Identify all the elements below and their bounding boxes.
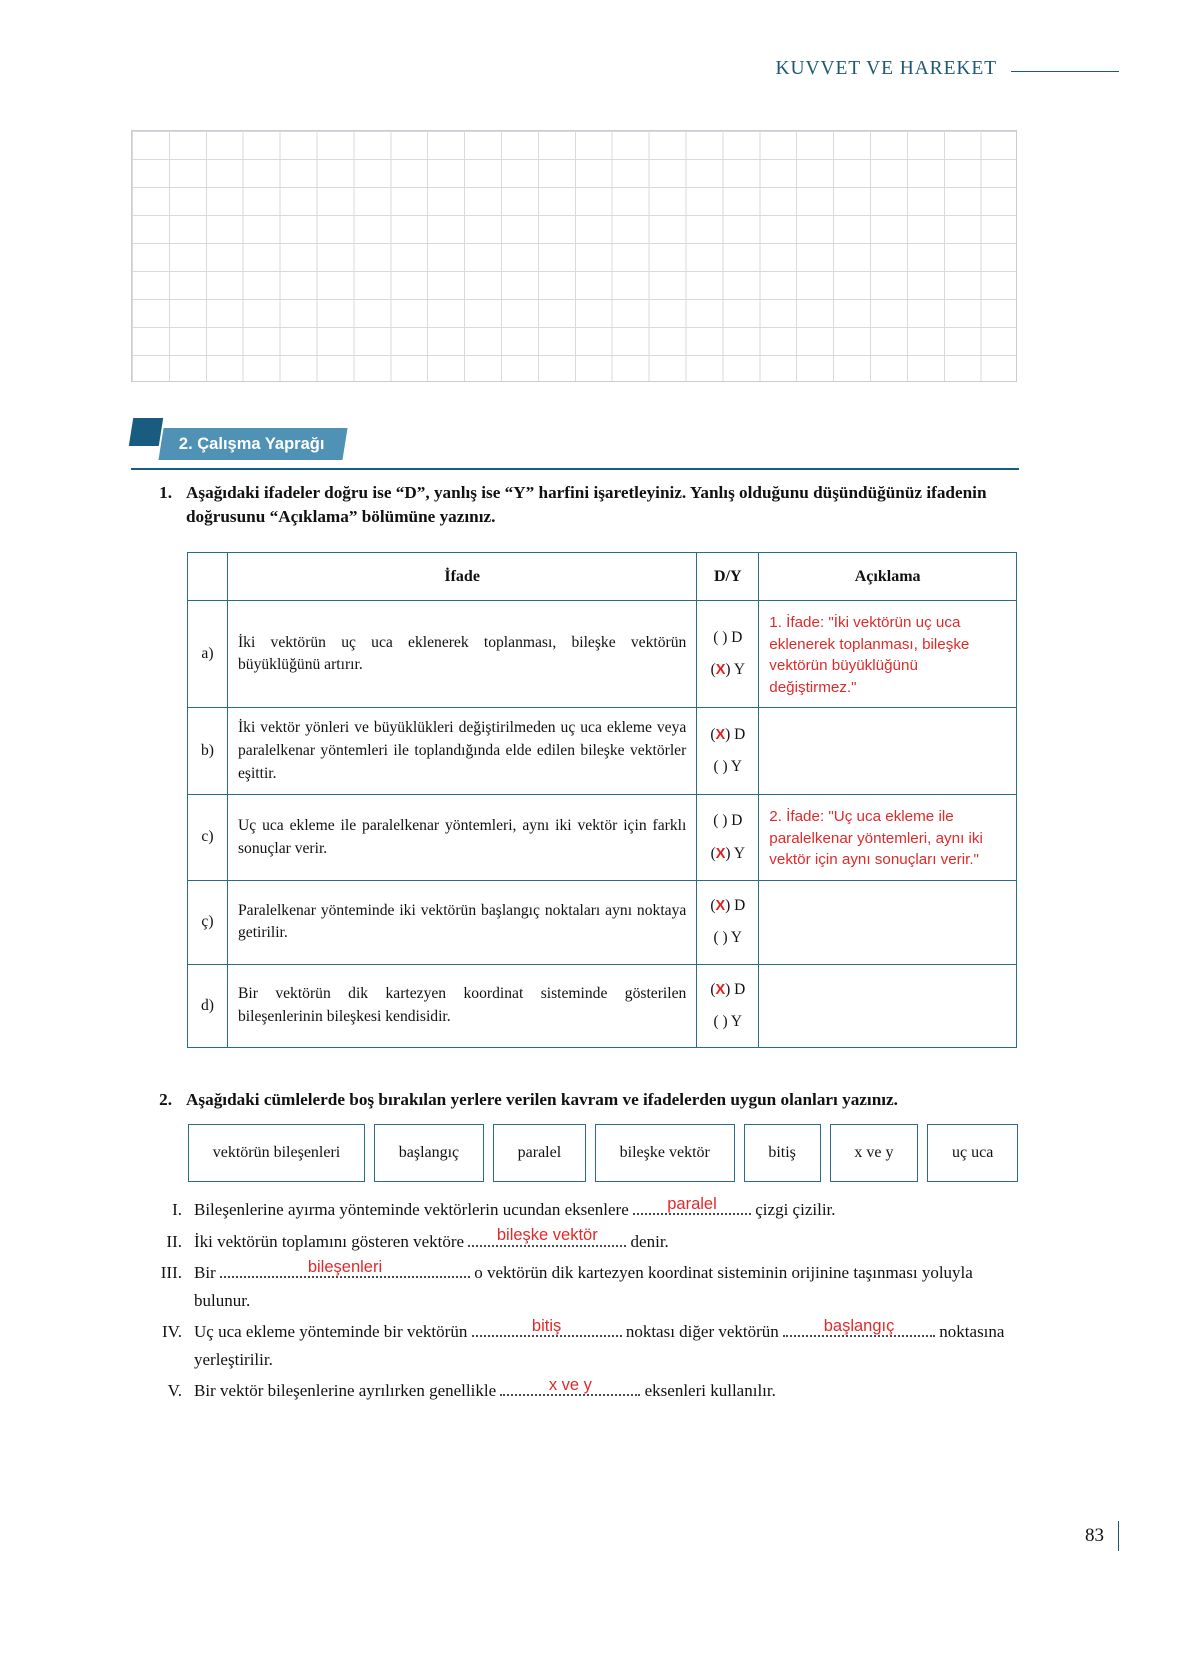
- option-y-letter: Y: [730, 1012, 743, 1030]
- header-aciklama: Açıklama: [759, 553, 1017, 601]
- blank-answer: bileşke vektör: [496, 1226, 598, 1245]
- row-explanation-cell[interactable]: [759, 964, 1017, 1048]
- option-y[interactable]: [707, 751, 748, 783]
- blank-field[interactable]: [220, 1257, 470, 1278]
- item-text: [194, 1196, 1028, 1224]
- blank-field[interactable]: [468, 1226, 626, 1247]
- row-label: d): [188, 964, 228, 1048]
- option-y-mark[interactable]: (X): [710, 661, 731, 679]
- option-d-letter: D: [731, 812, 743, 830]
- header-rule: [1011, 71, 1119, 72]
- item-number: IV.: [162, 1322, 182, 1342]
- table-row: [188, 601, 1017, 708]
- word-bank-item[interactable]: paralel: [493, 1124, 586, 1182]
- question-1-text: Aşağıdaki ifadeler doğru ise “D”, yanlış ise “Y” harfini işaretleyiniz. Yanlış olduğunu düşündüğünüz ifadenin doğrusunu “Açıklama” bölümüne yazınız.: [186, 483, 987, 527]
- option-d-mark[interactable]: ( ): [713, 812, 728, 830]
- banner-tab: [158, 428, 347, 460]
- word-bank-item[interactable]: x ve y: [830, 1124, 919, 1182]
- table-body: [188, 601, 1017, 1048]
- row-explanation-cell[interactable]: [759, 601, 1017, 708]
- row-statement: Uç uca ekleme ile paralelkenar yöntemleri, aynı iki vektör için farklı sonuçlar verir.: [227, 795, 696, 881]
- row-dy-options[interactable]: [697, 601, 759, 708]
- blank-field[interactable]: [472, 1316, 622, 1337]
- word-bank-item[interactable]: bitiş: [744, 1124, 821, 1182]
- row-label: a): [188, 601, 228, 708]
- question-2-number: 2.: [159, 1090, 172, 1109]
- banner-label: 2. Çalışma Yaprağı: [179, 434, 325, 453]
- option-d[interactable]: [707, 622, 748, 654]
- option-y-mark[interactable]: (X): [710, 844, 731, 862]
- sentence-before: Uç uca ekleme yönteminde bir vektörün: [194, 1322, 468, 1342]
- list-item: [148, 1228, 1028, 1256]
- row-statement: İki vektör yönleri ve büyüklükleri değiştirilmeden uç uca ekleme veya paralelkenar yöntemleri ile toplandığında elde edilen bileşke vektörler eşittir.: [227, 708, 696, 795]
- item-number: II.: [166, 1231, 182, 1251]
- row-dy-options[interactable]: [697, 708, 759, 795]
- banner-square-decoration: [129, 418, 163, 446]
- explanation-annotation: [769, 921, 1006, 923]
- sentence-before: Bir: [194, 1263, 216, 1283]
- option-d-mark[interactable]: ( ): [713, 628, 728, 646]
- option-d[interactable]: [707, 719, 748, 751]
- section-banner: [131, 418, 1019, 470]
- row-explanation-cell[interactable]: [759, 708, 1017, 795]
- sentence-middle: noktası diğer vektörün: [625, 1322, 779, 1342]
- list-item: [148, 1259, 1028, 1314]
- blank-field[interactable]: [633, 1194, 751, 1215]
- fill-in-blanks-list: [148, 1196, 1028, 1409]
- table-row: [188, 964, 1017, 1048]
- row-label: ç): [188, 880, 228, 964]
- list-item: [148, 1318, 1028, 1373]
- item-text: [194, 1228, 1028, 1256]
- table-row: [188, 708, 1017, 795]
- option-d-letter: D: [731, 628, 743, 646]
- option-d-letter: D: [734, 896, 746, 914]
- page-header: [776, 58, 1119, 80]
- option-d-letter: D: [734, 725, 746, 743]
- page-number: 83: [1085, 1525, 1104, 1546]
- sentence-after: eksenleri kullanılır.: [644, 1381, 776, 1401]
- explanation-annotation: [769, 1005, 1006, 1007]
- sentence-after: çizgi çizilir.: [755, 1200, 836, 1219]
- item-number: I.: [172, 1200, 182, 1219]
- blank-answer: x ve y: [548, 1375, 592, 1394]
- true-false-table: [187, 552, 1017, 1048]
- explanation-annotation: 1. İfade: "İki vektörün uç uca eklenerek toplanması, bileşke vektörün büyüklüğünü değiştirmez.": [769, 614, 970, 696]
- sentence-before: İki vektörün toplamını gösteren vektöre: [194, 1231, 465, 1251]
- row-dy-options[interactable]: [697, 795, 759, 881]
- row-label: b): [188, 708, 228, 795]
- row-statement: Paralelkenar yönteminde iki vektörün başlangıç noktaları aynı noktaya getirilir.: [227, 880, 696, 964]
- list-item: [148, 1196, 1028, 1224]
- footer-rule: [1118, 1521, 1119, 1551]
- row-dy-options[interactable]: [697, 880, 759, 964]
- option-y[interactable]: [707, 1006, 748, 1038]
- option-y[interactable]: [707, 838, 748, 870]
- item-text: [194, 1318, 1028, 1373]
- option-y-mark[interactable]: ( ): [713, 1012, 728, 1030]
- table-row: [188, 880, 1017, 964]
- header-ifade: İfade: [227, 553, 696, 601]
- blank-answer-2: başlangıç: [823, 1316, 895, 1335]
- blank-answer: bitiş: [531, 1316, 562, 1335]
- row-explanation-cell[interactable]: [759, 795, 1017, 881]
- sentence-after: noktasına yerleştirilir.: [194, 1322, 1005, 1369]
- row-label: c): [188, 795, 228, 881]
- blank-field-2[interactable]: [783, 1316, 935, 1337]
- question-2: [148, 1088, 1028, 1112]
- blank-answer: paralel: [667, 1194, 717, 1213]
- banner-rule: [131, 468, 1019, 470]
- option-y-mark[interactable]: ( ): [713, 758, 728, 776]
- question-1: [148, 481, 1028, 530]
- item-number: III.: [160, 1263, 182, 1283]
- header-blank: [188, 553, 228, 601]
- option-d-mark[interactable]: (X): [710, 896, 731, 914]
- blank-field[interactable]: [500, 1375, 640, 1396]
- explanation-annotation: [769, 750, 1006, 752]
- item-text: [194, 1377, 1028, 1405]
- page-footer: [1085, 1521, 1119, 1551]
- option-y-letter: Y: [733, 661, 745, 679]
- row-explanation-cell[interactable]: [759, 880, 1017, 964]
- option-d-mark[interactable]: (X): [710, 725, 731, 743]
- sentence-before: Bir vektör bileşenlerine ayrılırken genellikle: [194, 1381, 497, 1401]
- blank-answer: bileşenleri: [307, 1257, 383, 1276]
- row-statement: Bir vektörün dik kartezyen koordinat sisteminde gösterilen bileşenlerinin bileşkesi kendisidir.: [227, 964, 696, 1048]
- row-dy-options[interactable]: [697, 964, 759, 1048]
- option-y-mark[interactable]: ( ): [713, 929, 728, 947]
- grid-worksheet-area[interactable]: [131, 130, 1017, 382]
- question-2-text: Aşağıdaki cümlelerde boş bırakılan yerlere verilen kavram ve ifadelerden uygun olanları yazınız.: [186, 1090, 898, 1109]
- header-dy: D/Y: [697, 553, 759, 601]
- table-header-row: [188, 553, 1017, 601]
- question-1-number: 1.: [159, 483, 172, 502]
- option-y[interactable]: [707, 922, 748, 954]
- word-bank-item[interactable]: uç uca: [927, 1124, 1018, 1182]
- option-y-letter: Y: [733, 844, 745, 862]
- table-row: [188, 795, 1017, 881]
- row-statement: İki vektörün uç uca eklenerek toplanması, bileşke vektörün büyüklüğünü artırır.: [227, 601, 696, 708]
- word-bank-item[interactable]: bileşke vektör: [595, 1124, 735, 1182]
- option-d[interactable]: [707, 890, 748, 922]
- sentence-before: Bileşenlerine ayırma yönteminde vektörlerin ucundan eksenlere: [194, 1200, 629, 1219]
- sentence-after: denir.: [630, 1231, 669, 1251]
- item-number: V.: [167, 1381, 182, 1401]
- item-text: [194, 1259, 1028, 1314]
- word-bank-item[interactable]: vektörün bileşenleri: [188, 1124, 365, 1182]
- option-d[interactable]: [707, 805, 748, 837]
- option-y-letter: Y: [730, 929, 743, 947]
- page-title: KUVVET VE HAREKET: [775, 58, 997, 79]
- sentence-after: o vektörün dik kartezyen koordinat sisteminin orijinine taşınması yoluyla bulunur.: [194, 1263, 973, 1310]
- option-d[interactable]: [707, 974, 748, 1006]
- option-y-letter: Y: [730, 758, 743, 776]
- word-bank: [188, 1124, 1018, 1182]
- option-y[interactable]: [707, 654, 748, 686]
- option-d-letter: D: [734, 980, 746, 998]
- explanation-annotation: 2. İfade: "Uç uca ekleme ile paralelkenar yöntemleri, aynı iki vektör için aynı sonuçları verir.": [769, 808, 983, 869]
- option-d-mark[interactable]: (X): [710, 980, 731, 998]
- word-bank-item[interactable]: başlangıç: [374, 1124, 484, 1182]
- list-item: [148, 1377, 1028, 1405]
